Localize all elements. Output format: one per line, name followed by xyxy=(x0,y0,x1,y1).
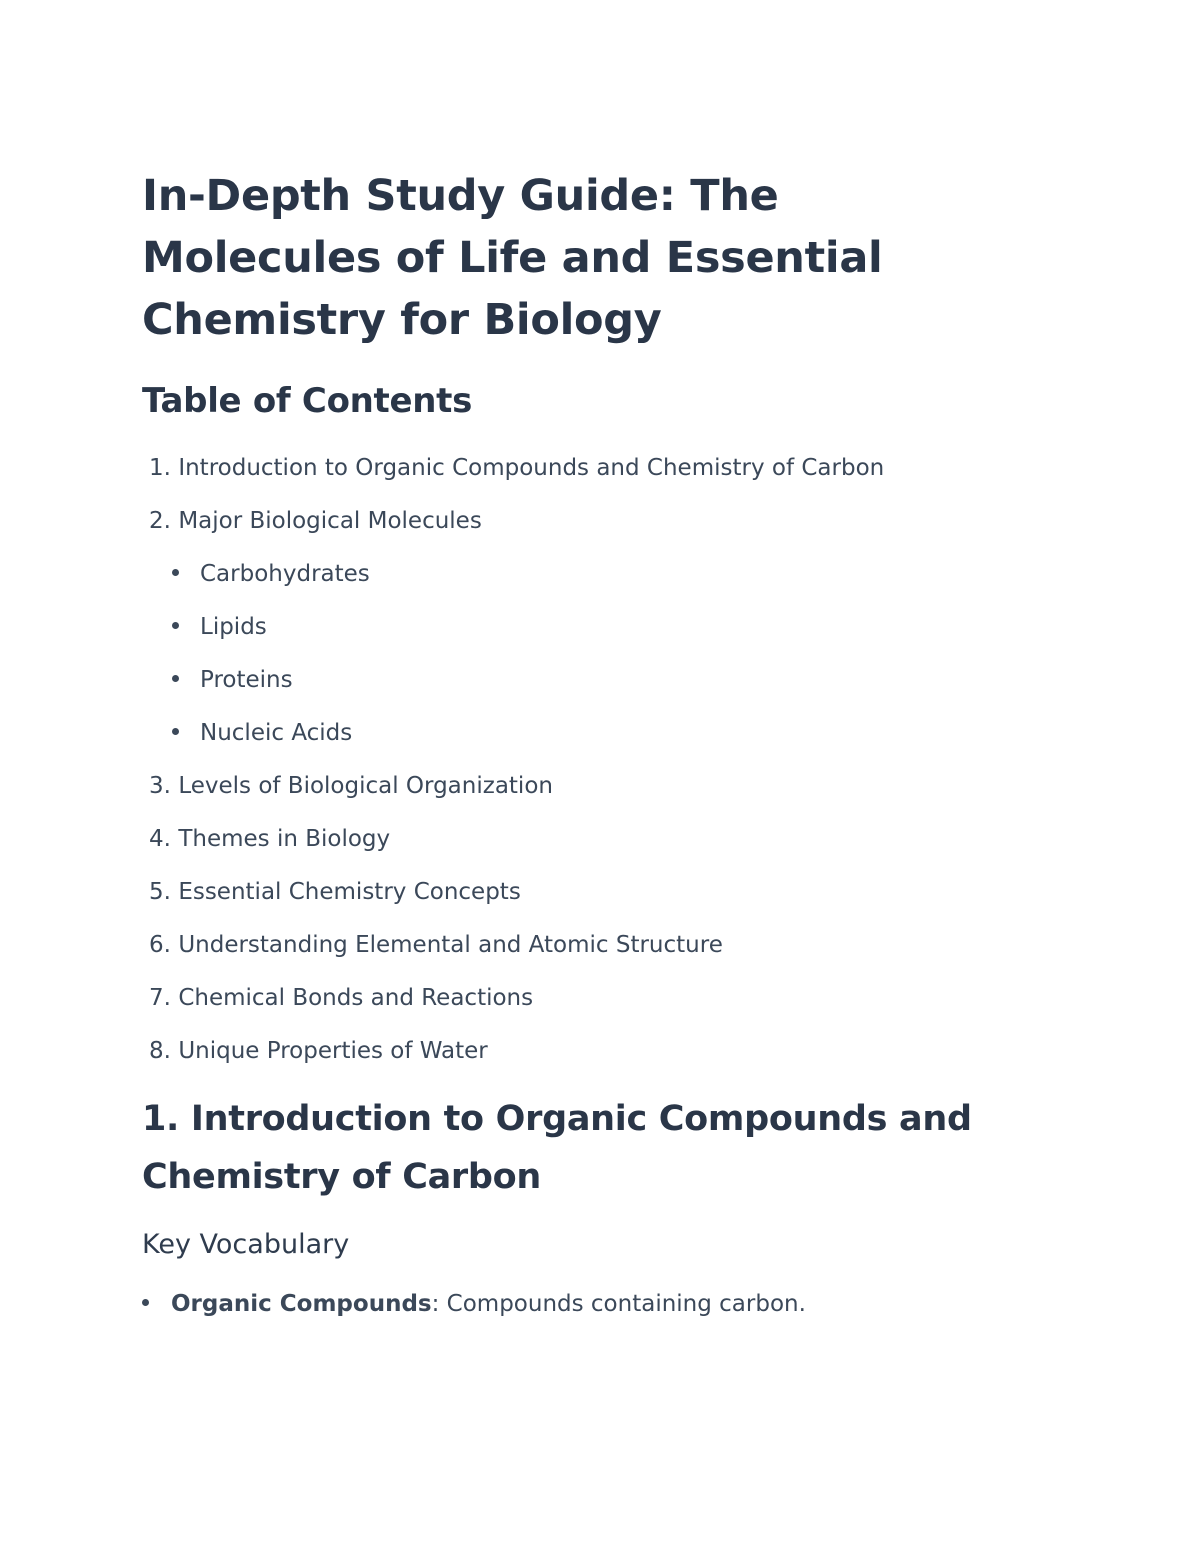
vocabulary-item xyxy=(142,1286,806,1322)
toc-subitem-label: Nucleic Acids xyxy=(200,720,353,746)
vocabulary-definition: Compounds containing carbon. xyxy=(446,1291,806,1317)
bullet-icon xyxy=(172,728,179,735)
subsection-heading: Key Vocabulary xyxy=(142,1229,350,1260)
toc-item xyxy=(142,768,884,821)
toc-heading: Table of Contents xyxy=(142,381,473,421)
vocabulary-term: Organic Compounds xyxy=(171,1291,432,1317)
toc-item-number: 7. xyxy=(149,985,171,1011)
toc-item-number: 2. xyxy=(149,508,171,534)
toc-item xyxy=(142,980,884,1033)
bullet-icon xyxy=(172,622,179,629)
toc-item-number: 5. xyxy=(149,879,171,905)
toc-item xyxy=(142,821,884,874)
toc-subitem xyxy=(142,715,884,768)
toc-item xyxy=(142,927,884,980)
toc-item-label: Chemical Bonds and Reactions xyxy=(178,985,534,1011)
toc-subitem-label: Lipids xyxy=(200,614,267,640)
document-title: In-Depth Study Guide: The Molecules of Life and Essential Chemistry for Biology xyxy=(142,171,883,345)
toc-item-label: Understanding Elemental and Atomic Structure xyxy=(178,932,723,958)
toc-item-number: 1. xyxy=(149,455,171,481)
toc-item-number: 6. xyxy=(149,932,171,958)
bullet-icon xyxy=(172,675,179,682)
section-heading: 1. Introduction to Organic Compounds and Chemistry of Carbon xyxy=(142,1099,972,1197)
toc-item-label: Introduction to Organic Compounds and Chemistry of Carbon xyxy=(178,455,885,481)
term-separator: : xyxy=(431,1291,447,1317)
bullet-icon xyxy=(142,1299,149,1306)
toc-item xyxy=(142,503,884,556)
toc-item-label: Major Biological Molecules xyxy=(178,508,482,534)
bullet-icon xyxy=(172,569,179,576)
toc-subitem xyxy=(142,662,884,715)
toc-subitem xyxy=(142,556,884,609)
toc-item xyxy=(142,874,884,927)
toc-subitem-label: Proteins xyxy=(200,667,293,693)
toc-item-number: 4. xyxy=(149,826,171,852)
toc-item-label: Unique Properties of Water xyxy=(178,1038,488,1064)
table-of-contents xyxy=(142,450,884,1086)
toc-subitem-label: Carbohydrates xyxy=(200,561,370,587)
toc-item-number: 8. xyxy=(149,1038,171,1064)
toc-item-number: 3. xyxy=(149,773,171,799)
toc-item-label: Levels of Biological Organization xyxy=(178,773,553,799)
toc-item-label: Themes in Biology xyxy=(178,826,391,852)
toc-item xyxy=(142,1033,884,1086)
toc-item xyxy=(142,450,884,503)
vocabulary-list xyxy=(142,1286,806,1322)
toc-subitem xyxy=(142,609,884,662)
toc-item-label: Essential Chemistry Concepts xyxy=(178,879,521,905)
